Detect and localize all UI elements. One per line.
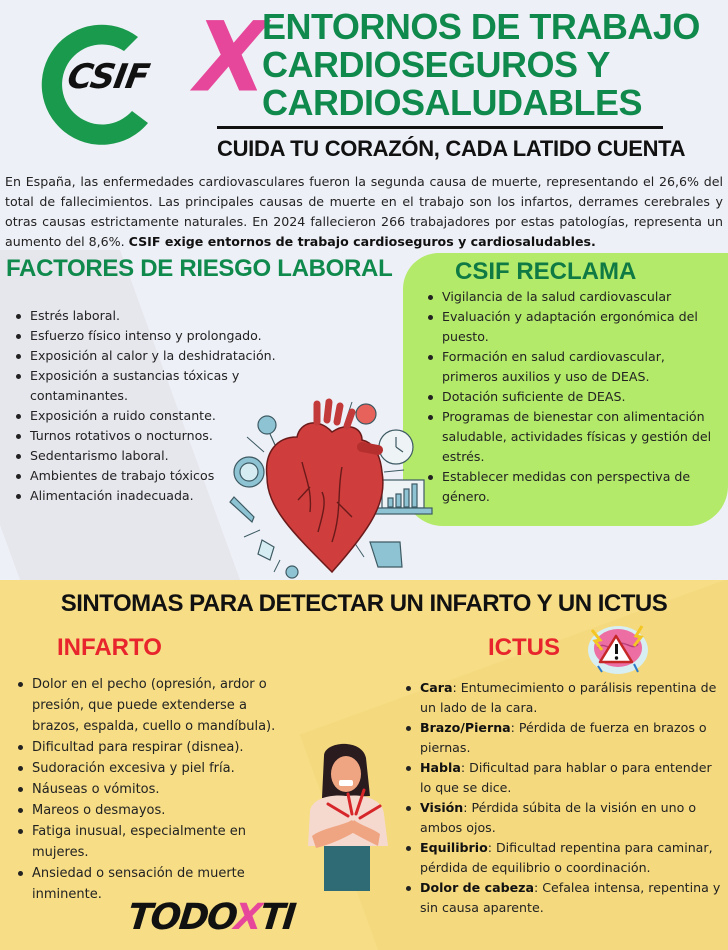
- title-line-1: ENTORNOS DE TRABAJO: [262, 6, 700, 47]
- ictus-item-label: Habla: [420, 760, 461, 775]
- intro-bold-text: CSIF exige entornos de trabajo cardioseguros y cardiosaludables.: [128, 234, 596, 249]
- brand-right: TI: [257, 897, 297, 938]
- ictus-item-label: Brazo/Pierna: [420, 720, 511, 735]
- list-item: Establecer medidas con perspectiva de género.: [428, 467, 718, 507]
- list-item: Exposición a ruido constante.: [16, 406, 276, 426]
- factores-title: FACTORES DE RIESGO LABORAL: [6, 255, 393, 282]
- list-item: Dotación suficiente de DEAS.: [428, 387, 718, 407]
- ictus-item-text: : Pérdida súbita de la visión en uno o ambos ojos.: [420, 800, 697, 835]
- title-line-2: CARDIOSEGUROS Y: [262, 44, 610, 85]
- list-item: [406, 718, 722, 758]
- list-item: Dificultad para respirar (disnea).: [18, 737, 288, 758]
- list-item: [406, 798, 722, 838]
- ictus-item-text: : Cefalea intensa, repentina y sin causa aparente.: [420, 880, 721, 915]
- title-line-3: CARDIOSALUDABLES: [262, 82, 643, 123]
- list-item: Exposición a sustancias tóxicas y contaminantes.: [16, 366, 276, 406]
- ictus-list: [406, 678, 722, 918]
- intro-text: En España, las enfermedades cardiovasculares fueron la segunda causa de muerte, representando el 26,6% del total de fallecimientos. Las principales causas de muerte en el trabajo son los infartos, derrames cerebrales y otras causas estrictamente naturales. En 2024 fallecieron 266 trabajadores por estas patologías, representa un aumento del 8,6%.: [5, 174, 723, 249]
- ictus-item-text: : Entumecimiento o parálisis repentina de un lado de la cara.: [420, 680, 717, 715]
- list-item: Vigilancia de la salud cardiovascular: [428, 287, 718, 307]
- intro-paragraph: [5, 172, 723, 252]
- ictus-title: ICTUS: [488, 634, 560, 661]
- list-item: [406, 678, 722, 718]
- reclama-list: [428, 287, 718, 507]
- woman-chest-pain-illustration-icon: [292, 736, 402, 891]
- list-item: Estrés laboral.: [16, 306, 276, 326]
- list-item: Exposición al calor y la deshidratación.: [16, 346, 276, 366]
- list-item: Turnos rotativos o nocturnos.: [16, 426, 276, 446]
- ictus-item-text: : Pérdida de fuerza en brazos o piernas.: [420, 720, 707, 755]
- sintomas-title: SINTOMAS PARA DETECTAR UN INFARTO Y UN ICTUS: [60, 590, 668, 617]
- list-item: Evaluación y adaptación ergonómica del puesto.: [428, 307, 718, 347]
- csif-logo: [20, 15, 170, 145]
- list-item: Programas de bienestar con alimentación saludable, actividades físicas y gestión del estrés.: [428, 407, 718, 467]
- page-title: [262, 8, 722, 122]
- list-item: Mareos o desmayos.: [18, 800, 288, 821]
- ictus-item-text: : Dificultad repentina para caminar, pérdida de equilibrio o coordinación.: [420, 840, 713, 875]
- ictus-item-label: Cara: [420, 680, 453, 695]
- infarto-title: INFARTO: [57, 634, 162, 661]
- list-item: [406, 838, 722, 878]
- title-accent-x: X: [183, 1, 278, 114]
- logo-text: CSIF: [64, 57, 152, 97]
- list-item: [406, 758, 722, 798]
- ictus-item-label: Dolor de cabeza: [420, 880, 534, 895]
- brand-x: X: [232, 897, 263, 938]
- list-item: Alimentación inadecuada.: [16, 486, 276, 506]
- list-item: Dolor en el pecho (opresión, ardor o presión, que puede extenderse a brazos, espalda, cuello o mandíbula).: [18, 674, 288, 737]
- heart-illustration-icon: [222, 392, 442, 582]
- todoxti-brand: [126, 897, 296, 938]
- list-item: Sedentarismo laboral.: [16, 446, 276, 466]
- brain-warning-icon: [584, 620, 650, 676]
- list-item: Ambientes de trabajo tóxicos: [16, 466, 276, 486]
- reclama-title: CSIF RECLAMA: [455, 258, 637, 285]
- list-item: Sudoración excesiva y piel fría.: [18, 758, 288, 779]
- subtitle: CUIDA TU CORAZÓN, CADA LATIDO CUENTA: [217, 136, 686, 161]
- list-item: Fatiga inusual, especialmente en mujeres.: [18, 821, 288, 863]
- ictus-item-label: Equilibrio: [420, 840, 488, 855]
- list-item: [406, 878, 722, 918]
- brand-left: TODO: [125, 897, 237, 938]
- list-item: Náuseas o vómitos.: [18, 779, 288, 800]
- ictus-item-label: Visión: [420, 800, 464, 815]
- infarto-list: [18, 674, 288, 905]
- list-item: Formación en salud cardiovascular, primeros auxilios y uso de DEAS.: [428, 347, 718, 387]
- list-item: Esfuerzo físico intenso y prolongado.: [16, 326, 276, 346]
- list-item: Ansiedad o sensación de muerte inminente.: [18, 863, 288, 905]
- title-divider: [217, 126, 663, 129]
- ictus-item-text: : Dificultad para hablar o para entender lo que se dice.: [420, 760, 712, 795]
